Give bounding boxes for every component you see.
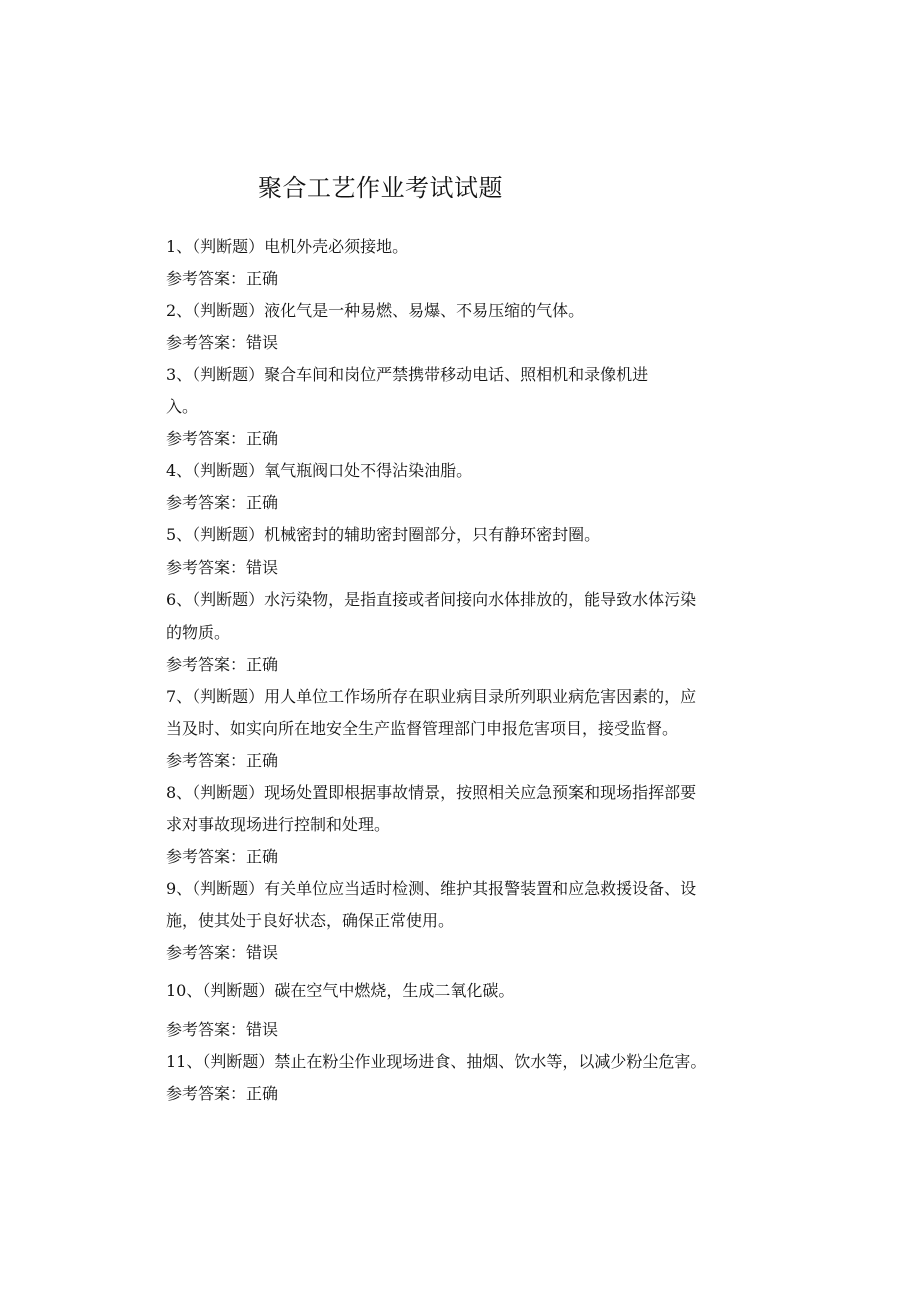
- question-4-text: 4、（判断题）氧气瓶阀口处不得沾染油脂。: [166, 461, 473, 480]
- question-2-text: 2、（判断题）液化气是一种易燃、易爆、不易压缩的气体。: [166, 301, 585, 320]
- question-9-text-line-2: 施，使其处于良好状态，确保正常使用。: [166, 911, 455, 930]
- question-8-text-line-2: 求对事故现场进行控制和处理。: [166, 815, 391, 834]
- question-8-answer: 参考答案：正确: [166, 847, 279, 866]
- question-9-text-line-1: 9、（判断题）有关单位应当适时检测、维护其报警装置和应急救援设备、设: [166, 879, 697, 898]
- question-1-answer: 参考答案：正确: [166, 269, 279, 288]
- question-6-answer: 参考答案：正确: [166, 655, 279, 674]
- question-5-answer: 参考答案：错误: [166, 558, 279, 577]
- question-6-text-line-1: 6、（判断题）水污染物，是指直接或者间接向水体排放的，能导致水体污染: [166, 590, 697, 609]
- question-3-text-line-2: 入。: [166, 397, 199, 416]
- question-10-text: 10、（判断题）碳在空气中燃烧，生成二氧化碳。: [166, 981, 515, 1000]
- question-10-answer: 参考答案：错误: [166, 1020, 279, 1039]
- question-3-answer: 参考答案：正确: [166, 429, 279, 448]
- question-5-text: 5、（判断题）机械密封的辅助密封圈部分，只有静环密封圈。: [166, 525, 601, 544]
- question-11-answer: 参考答案：正确: [166, 1084, 279, 1103]
- question-6-text-line-2: 的物质。: [166, 623, 231, 642]
- question-7-text-line-1: 7、（判断题）用人单位工作场所存在职业病目录所列职业病危害因素的，应: [166, 687, 697, 706]
- question-11-text: 11、（判断题）禁止在粉尘作业现场进食、抽烟、饮水等，以减少粉尘危害。: [166, 1052, 707, 1071]
- question-7-answer: 参考答案：正确: [166, 751, 279, 770]
- question-8-text-line-1: 8、（判断题）现场处置即根据事故情景，按照相关应急预案和现场指挥部要: [166, 783, 697, 802]
- question-7-text-line-2: 当及时、如实向所在地安全生产监督管理部门申报危害项目，接受监督。: [166, 719, 679, 738]
- question-9-answer: 参考答案：错误: [166, 943, 279, 962]
- question-2-answer: 参考答案：错误: [166, 333, 279, 352]
- question-4-answer: 参考答案：正确: [166, 493, 279, 512]
- document-title: 聚合工艺作业考试试题: [258, 174, 503, 202]
- question-3-text-line-1: 3、（判断题）聚合车间和岗位严禁携带移动电话、照相机和录像机进: [166, 365, 649, 384]
- question-1-text: 1、（判断题）电机外壳必须接地。: [166, 237, 409, 256]
